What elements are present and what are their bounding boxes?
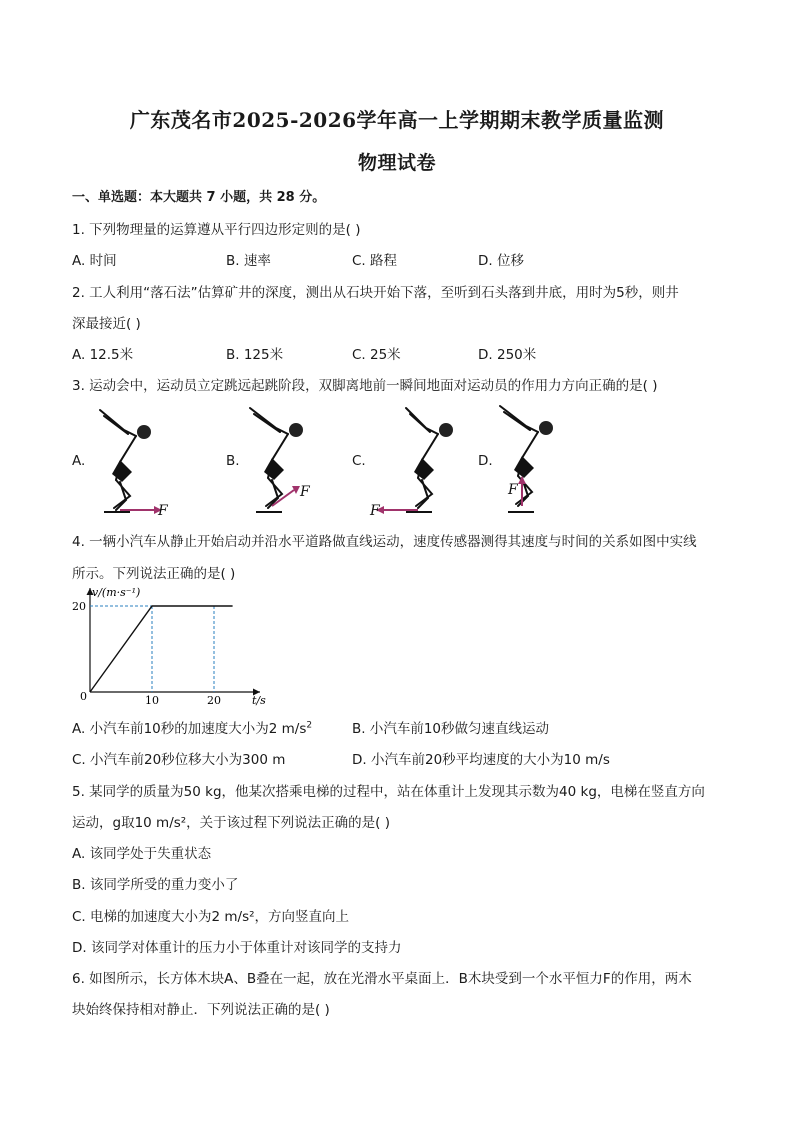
question-6-stem-line2: 块始终保持相对静止．下列说法正确的是( ) (72, 1002, 330, 1018)
force-label-c: F (370, 503, 380, 519)
question-4-option-c: C. 小汽车前20秒位移大小为300 m (72, 752, 286, 768)
question-4-option-b: B. 小汽车前10秒做匀速直线运动 (352, 721, 550, 737)
jumper-figure-b (240, 400, 340, 522)
jumper-figure-c (366, 400, 466, 522)
question-5-option-d: D. 该同学对体重计的压力小于体重计对该同学的支持力 (72, 940, 402, 956)
force-label-b: F (300, 484, 310, 500)
question-1-option-c: C. 路程 (352, 253, 398, 269)
question-4-stem-line2: 所示。下列说法正确的是( ) (72, 566, 236, 582)
question-5-stem-line1: 5. 某同学的质量为50 kg，他某次搭乘电梯的过程中，站在体重计上发现其示数为40 kg，电梯在竖直方向 (72, 784, 705, 800)
question-4-option-d: D. 小汽车前20秒平均速度的大小为10 m/s (352, 752, 610, 768)
question-6-stem-line1: 6. 如图所示，长方体木块A、B叠在一起，放在光滑水平桌面上．B木块受到一个水平恒力F的作用，两木 (72, 971, 692, 987)
page-title: 广东茂名市2025-2026学年高一上学期期末教学质量监测 (129, 108, 665, 132)
question-1-option-b: B. 速率 (226, 253, 271, 269)
question-5-option-a: A. 该同学处于失重状态 (72, 846, 212, 862)
velocity-series-line (90, 606, 233, 692)
question-3-option-c: C. (352, 453, 366, 469)
jumper-figure-a (86, 400, 186, 522)
question-4-option-a: A. 小汽车前10秒的加速度大小为2 $m/s^2$ (72, 720, 313, 737)
question-1-stem: 1. 下列物理量的运算遵从平行四边形定则的是( ) (72, 222, 361, 238)
question-3-option-a: A. (72, 453, 86, 469)
question-2-option-c: C. 25米 (352, 347, 401, 363)
question-5-stem-line2: 运动，g取10 m/s²，关于该过程下列说法正确的是( ) (72, 815, 391, 831)
question-2-option-a: A. 12.5米 (72, 347, 134, 363)
x-tick-10: 10 (145, 694, 159, 707)
y-axis-label: v/(m·s⁻¹) (92, 586, 141, 599)
velocity-time-chart (60, 584, 290, 708)
question-1-option-a: A. 时间 (72, 253, 117, 269)
x-axis-label: t/s (252, 694, 266, 707)
section-heading: 一、单选题：本大题共 7 小题，共 28 分。 (72, 190, 326, 205)
force-label-a: F (158, 503, 168, 519)
y-tick-20: 20 (72, 600, 86, 613)
x-tick-20: 20 (207, 694, 221, 707)
question-2-stem-line2: 深最接近( ) (72, 316, 141, 332)
question-5-option-b: B. 该同学所受的重力变小了 (72, 877, 239, 893)
question-5-option-c: C. 电梯的加速度大小为2 m/s²，方向竖直向上 (72, 909, 350, 925)
page-subtitle: 物理试卷 (357, 152, 436, 174)
x-tick-0: 0 (80, 690, 87, 703)
question-3-stem: 3. 运动会中，运动员立定跳远起跳阶段，双脚离地前一瞬间地面对运动员的作用力方向正确的是( ) (72, 378, 658, 394)
question-2-option-b: B. 125米 (226, 347, 284, 363)
question-4-stem-line1: 4. 一辆小汽车从静止开始启动并沿水平道路做直线运动，速度传感器测得其速度与时间的关系如图中实线 (72, 534, 697, 550)
question-2-stem-line1: 2. 工人利用“落石法”估算矿井的深度，测出从石块开始下落，至听到石头落到井底，用时为5秒，则井 (72, 285, 679, 301)
force-label-d: F (508, 482, 518, 498)
jumper-figure-d (490, 400, 590, 522)
question-3-option-d: D. (478, 453, 493, 469)
question-1-option-d: D. 位移 (478, 253, 524, 269)
question-2-option-d: D. 250米 (478, 347, 537, 363)
question-3-option-b: B. (226, 453, 240, 469)
